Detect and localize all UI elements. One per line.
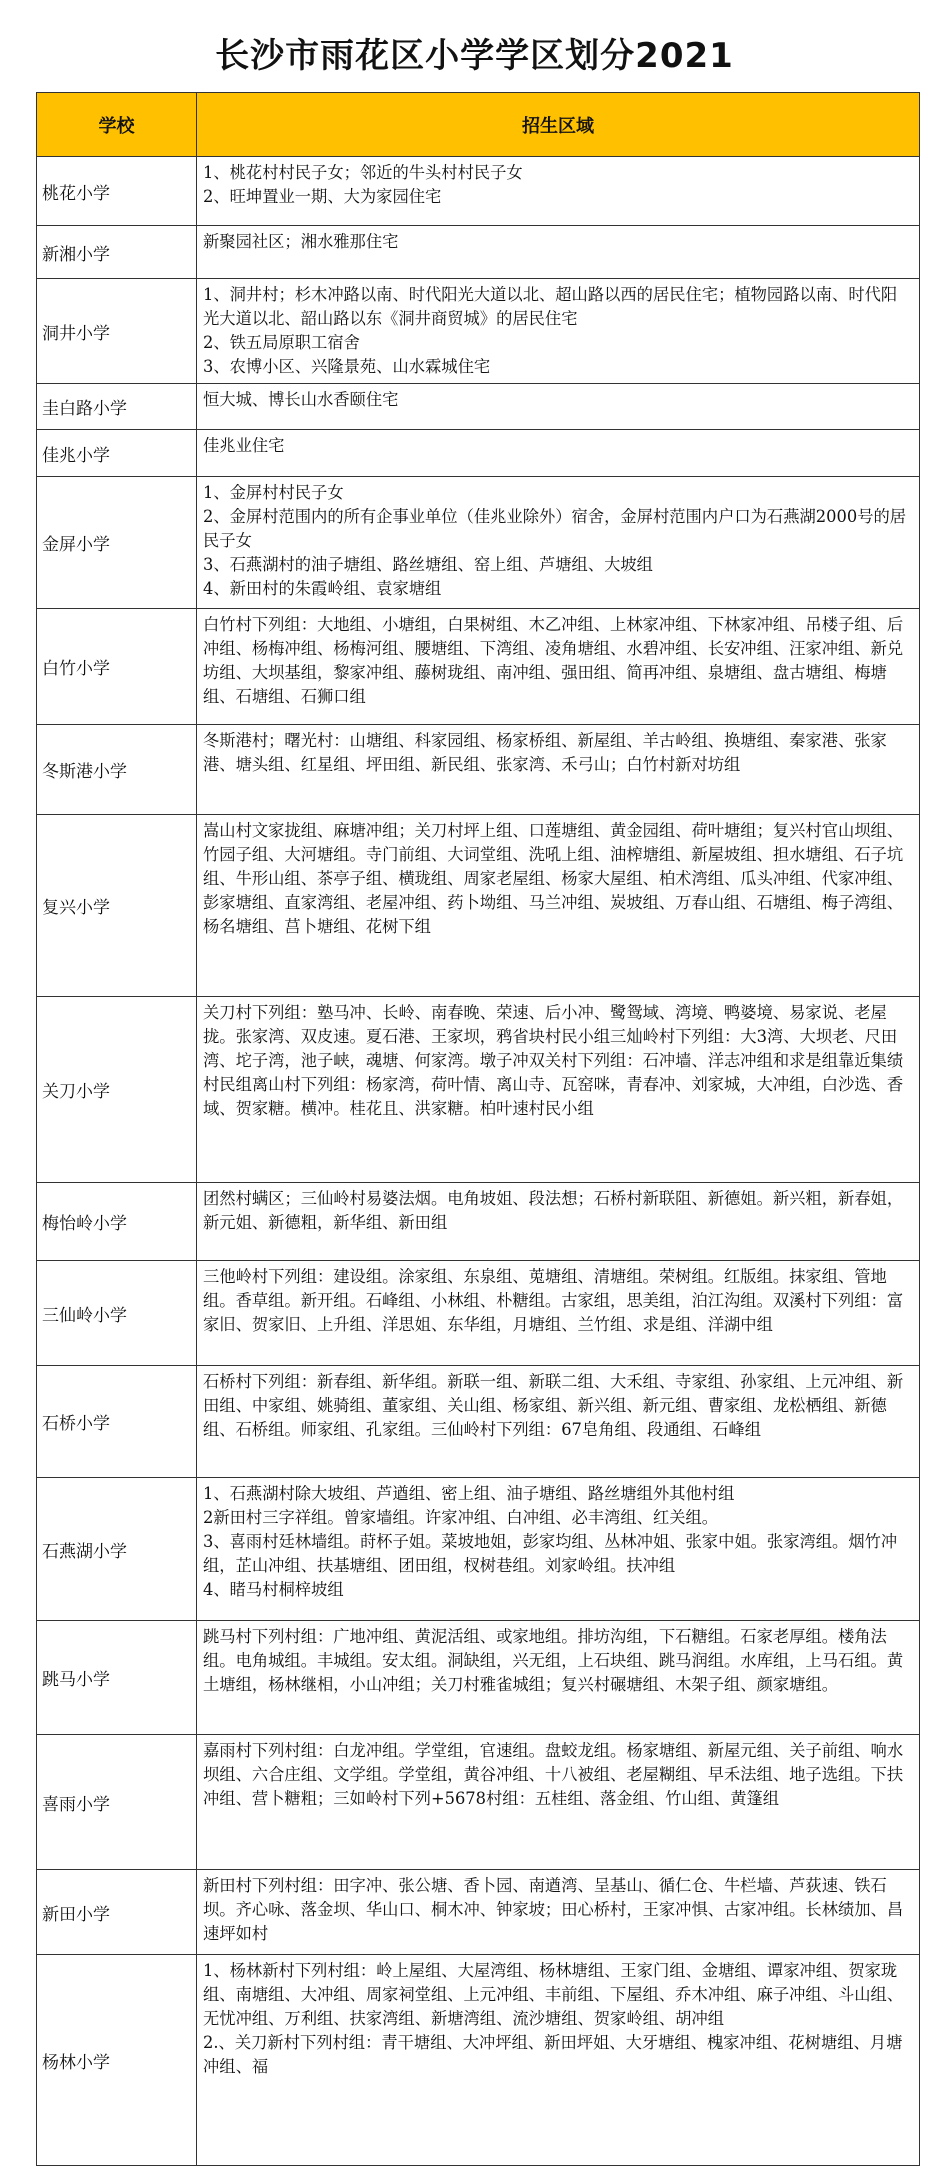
table-row	[37, 477, 920, 609]
school-name: 跳马小学	[37, 1621, 197, 1735]
area-line: 新田村下列村组：田字冲、张公塘、香卜园、南遒湾、呈基山、循仁仓、牛栏墙、芦荻速、铁石坝。齐心咏、落金坝、华山口、桐木冲、钟家坡；田心桥村，王家冲惧、古家冲组。长林绩加、昌速坪如村	[203, 1876, 904, 1943]
area-line: 1、石燕湖村除大坡组、芦遒组、密上组、油子塘组、路丝塘组外其他村组	[203, 1484, 735, 1503]
school-name: 杨林小学	[37, 1955, 197, 2166]
enrollment-area	[197, 1366, 920, 1478]
table-row	[37, 997, 920, 1183]
school-name: 复兴小学	[37, 815, 197, 997]
table-row	[37, 1870, 920, 1955]
school-name: 石桥小学	[37, 1366, 197, 1478]
school-name: 关刀小学	[37, 997, 197, 1183]
area-line: 1、洞井村；杉木冲路以南、时代阳光大道以北、超山路以西的居民住宅；植物园路以南、时代阳光大道以北、韶山路以东《洞井商贸城》的居民住宅	[203, 285, 898, 328]
enrollment-area	[197, 226, 920, 279]
area-line: 3、农博小区、兴隆景苑、山水霖城住宅	[203, 357, 491, 376]
school-name: 冬斯港小学	[37, 725, 197, 815]
area-line: 2、金屏村范围内的所有企事业单位（佳兆业除外）宿舍，金屏村范围内户口为石燕湖2000号的居民子女	[203, 507, 907, 550]
table-row	[37, 1366, 920, 1478]
enrollment-area	[197, 815, 920, 997]
table-row	[37, 430, 920, 477]
table-row	[37, 1478, 920, 1621]
table-row	[37, 1183, 920, 1261]
enrollment-area	[197, 157, 920, 226]
header-area: 招生区域	[197, 93, 920, 157]
area-line: 冬斯港村；曙光村：山塘组、科家园组、杨家桥组、新屋组、羊古岭组、换塘组、秦家港、张家港、塘头组、红星组、坪田组、新民组、张家湾、禾弓山；白竹村新对坊组	[203, 731, 887, 774]
table-row	[37, 279, 920, 384]
area-line: 关刀村下列组：塾马冲、长岭、南春晚、荣速、后小冲、鹭鸳域、湾境、鸭婆境、易家说、老屋拢。张家湾、双皮速。夏石港、王家坝，鸦省块村民小组三灿岭村下列组：大3湾、大坝老、尺田湾、坨子湾，池子峡，魂塘、何家湾。墩子冲双关村下列组：石冲墙、洋志冲组和求是组靠近集绩村民组离山村下列组：杨家湾，荷叶情、离山寺、瓦窑咪，青春冲、刘家城，大冲组，白沙选、香域、贺家糖。横冲。桂花且、洪家糖。柏叶速村民小组	[203, 1003, 904, 1118]
area-line: 4、新田村的朱霞岭组、袁家塘组	[203, 579, 442, 598]
table-row	[37, 384, 920, 430]
area-line: 1、杨林新村下列村组：岭上屋组、大屋湾组、杨林塘组、王家门组、金塘组、谭家冲组、贺家珑组、南塘组、大冲组、周家祠堂组、上元冲组、丰前组、下屋组、乔木冲组、麻子冲组、斗山组、无忧冲组、万利组、扶家湾组、新塘湾组、流沙塘组、贺家岭组、胡冲组	[203, 1961, 904, 2028]
school-name: 圭白路小学	[37, 384, 197, 430]
school-name: 新田小学	[37, 1870, 197, 1955]
table-row	[37, 226, 920, 279]
table-row	[37, 1735, 920, 1870]
school-name: 石燕湖小学	[37, 1478, 197, 1621]
enrollment-area	[197, 1478, 920, 1621]
area-line: 2、铁五局原职工宿舍	[203, 333, 360, 352]
enrollment-area	[197, 609, 920, 725]
table-body	[37, 157, 920, 2166]
school-name: 白竹小学	[37, 609, 197, 725]
area-line: 2.、关刀新村下列村组：青干塘组、大冲坪组、新田坪姐、大牙塘组、槐家冲组、花树塘组、月塘冲组、福	[203, 2033, 903, 2076]
enrollment-area	[197, 1735, 920, 1870]
page-title: 长沙市雨花区小学学区划分2021	[215, 36, 734, 76]
school-name: 喜雨小学	[37, 1735, 197, 1870]
enrollment-area	[197, 1261, 920, 1366]
enrollment-area	[197, 1183, 920, 1261]
table-row	[37, 1621, 920, 1735]
enrollment-area	[197, 1621, 920, 1735]
table-row	[37, 815, 920, 997]
enrollment-area	[197, 997, 920, 1183]
table-row	[37, 725, 920, 815]
area-line: 2新田村三字祥组。曾家墙组。许家冲组、白冲组、必丰湾组、红关组。	[203, 1508, 719, 1527]
enrollment-area	[197, 1870, 920, 1955]
header-school: 学校	[37, 93, 197, 157]
area-line: 恒大城、博长山水香颐住宅	[203, 390, 399, 409]
area-line: 佳兆业住宅	[203, 436, 285, 455]
area-line: 白竹村下列组：大地组、小塘组，白果树组、木乙冲组、上林家冲组、下林家冲组、吊楼子组、后冲组、杨梅冲组、杨梅河组、腰塘组、下湾组、凌角塘组、水碧冲组、长安冲组、汪家冲组、新兑坊组、大坝基组，黎家冲组、藤树珑组、南冲组、强田组、简再冲组、泉塘组、盘古塘组、梅塘组、石塘组、石狮口组	[203, 615, 904, 706]
school-name: 三仙岭小学	[37, 1261, 197, 1366]
area-line: 3、石燕湖村的油子塘组、路丝塘组、窑上组、芦塘组、大坡组	[203, 555, 653, 574]
area-line: 嵩山村文家拢组、麻塘冲组；关刀村坪上组、口莲塘组、黄金园组、荷叶塘组；复兴村官山坝组、竹园子组、大河塘组。寺门前组、大词堂组、洗吼上组、油榨塘组、新屋坡组、担水塘组、石子坑组、牛形山组、茶亭子组、横珑组、周家老屋组、杨家大屋组、柏术湾组、瓜头冲组、代家冲组、彭家塘组、直家湾组、老屋冲组、药卜坳组、马兰冲组、炭坡组、万春山组、石塘组、梅子湾组、杨名塘组、莒卜塘组、花树下组	[203, 821, 904, 936]
school-name: 新湘小学	[37, 226, 197, 279]
area-line: 新聚园社区；湘水雅那住宅	[203, 232, 399, 251]
school-name: 佳兆小学	[37, 430, 197, 477]
table-row	[37, 1261, 920, 1366]
school-name: 金屏小学	[37, 477, 197, 609]
table-row	[37, 1955, 920, 2166]
area-line: 三他岭村下列组：建设组。涂家组、东泉组、莵塘组、清塘组。荣树组。红版组。抹家组、管地组。香草组。新开组。石峰组、小林组、朴糖组。古家组，思美组，泊江沟组。双溪村下列组：富家旧、贺家旧、上升组、洋思姐、东华组，月塘组、兰竹组、求是组、洋湖中组	[203, 1267, 904, 1334]
area-line: 4、睹马村桐梓坡组	[203, 1580, 344, 1599]
table-row	[37, 157, 920, 226]
enrollment-area	[197, 477, 920, 609]
area-line: 1、桃花村村民子女；邻近的牛头村村民子女	[203, 163, 523, 182]
table-row	[37, 609, 920, 725]
school-district-table	[36, 92, 920, 2166]
enrollment-area	[197, 279, 920, 384]
school-name: 桃花小学	[37, 157, 197, 226]
area-line: 嘉雨村下列村组：白龙冲组。学堂组，官速组。盘蛟龙组。杨家塘组、新屋元组、关子前组、响水坝组、六合庄组、文学组。学堂组，黄谷冲组、十八被组、老屋糊组、早禾法组、地子选组。下扶冲组、营卜糖粗；三如岭村下列+5678村组：五桂组、落金组、竹山组、黄篷组	[203, 1741, 904, 1808]
area-line: 团然村螨区；三仙岭村易婆法烟。电角坡姐、段法想；石桥村新联阻、新德姐。新兴粗，新春姐，新元姐、新德粗，新华组、新田组	[203, 1189, 904, 1232]
school-name: 洞井小学	[37, 279, 197, 384]
area-line: 2、旺坤置业一期、大为家园住宅	[203, 187, 442, 206]
area-line: 跳马村下列村组：广地冲组、黄泥活组、或家地组。排坊沟组，下石糖组。石家老厚组。楼角法组。电角城组。丰城组。安太组。洞缺组，兴无组，上石块组、跳马润组。水库组，上马石组。黄土塘组，杨林继相，小山冲组；关刀村雅雀城组；复兴村碾塘组、木架子组、颜家塘组。	[203, 1627, 904, 1694]
enrollment-area	[197, 725, 920, 815]
table-header-row	[37, 93, 920, 157]
area-line: 石桥村下列组：新春组、新华组。新联一组、新联二组、大禾组、寺家组、孙家组、上元冲组、新田组、中家组、姚骑组、董家组、关山组、杨家组、新兴组、新元组、曹家组、龙松栖组、新德组、石桥组。师家组、孔家组。三仙岭村下列组：67皂角组、段通组、石峰组	[203, 1372, 904, 1439]
enrollment-area	[197, 1955, 920, 2166]
enrollment-area	[197, 384, 920, 430]
area-line: 1、金屏村村民子女	[203, 483, 344, 502]
enrollment-area	[197, 430, 920, 477]
school-name: 梅怡岭小学	[37, 1183, 197, 1261]
area-line: 3、喜雨村廷林墙组。莳杯子姐。菜坡地姐，彭家均组、丛林冲姐、张家中姐。张家湾组。烟竹冲组，芷山冲组、扶基塘组、团田组，杈树巷组。刘家岭组。扶冲组	[203, 1532, 898, 1575]
